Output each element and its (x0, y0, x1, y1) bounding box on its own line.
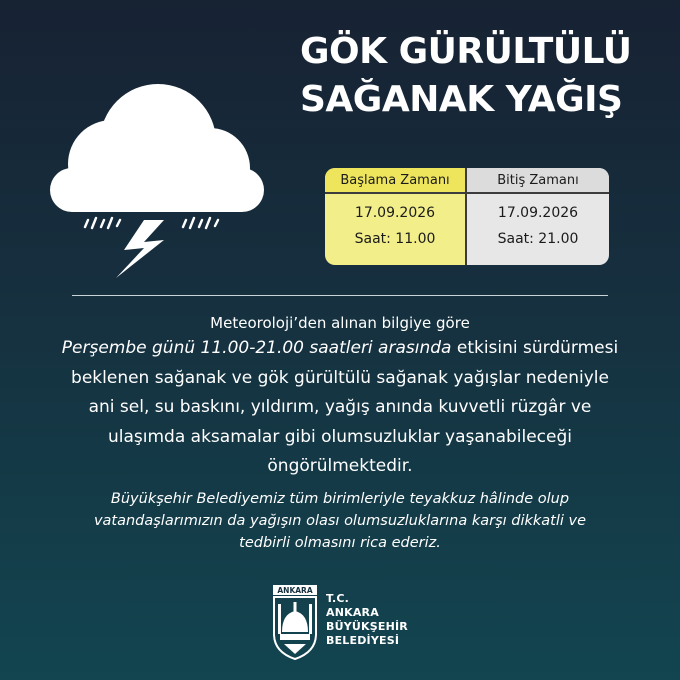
thunderstorm-cloud-icon (40, 72, 270, 287)
logo-line-2: ANKARA (326, 606, 379, 619)
title-line-2: SAĞANAK YAĞIŞ (300, 79, 623, 120)
end-time-column (467, 168, 609, 265)
source-line: Meteoroloji’den alınan bilgiye göre (210, 314, 470, 332)
schedule-table (325, 168, 609, 265)
start-hour: Saat: 11.00 (354, 231, 436, 247)
warning-rest: etkisini sürdürmesi beklenen sağanak ve gök gürültülü sağanak yağışlar nedeniyle ani sel, su baskını, yıldırım, yağış anında kuvvetli rüzgâr ve ulaşımda aksamalar gibi olumsuzluklar yaşanabileceği öngörülmektedir. (71, 338, 619, 476)
appeal-text: Büyükşehir Belediyemiz tüm birimleriyle teyakkuz hâlinde olup vatandaşlarımızın da yağışın olası olumsuzluklarına karşı dikkatli ve tedbirli olmasını rica ederiz. (93, 491, 587, 551)
ankara-emblem-icon (272, 584, 318, 660)
end-date: 17.09.2026 (497, 205, 579, 221)
page-title (300, 28, 640, 124)
start-time-column (325, 168, 467, 265)
end-hour: Saat: 21.00 (497, 231, 579, 247)
logo-line-1: T.C. (326, 592, 350, 605)
logo-line-3: BÜYÜKŞEHİR (326, 620, 408, 633)
warning-lead: Perşembe günü 11.00-21.00 saatleri arasında (61, 338, 452, 358)
title-line-1: GÖK GÜRÜLTÜLÜ (300, 31, 632, 72)
warning-body (60, 334, 620, 482)
logo-line-4: BELEDİYESİ (326, 634, 400, 647)
section-divider (72, 295, 608, 296)
start-date: 17.09.2026 (354, 205, 436, 221)
start-time-header: Başlama Zamanı (325, 168, 465, 194)
logo-text (326, 592, 426, 648)
end-time-header: Bitiş Zamanı (467, 168, 609, 194)
municipality-logo (272, 584, 422, 660)
logo-badge-text: ANKARA (277, 586, 313, 595)
